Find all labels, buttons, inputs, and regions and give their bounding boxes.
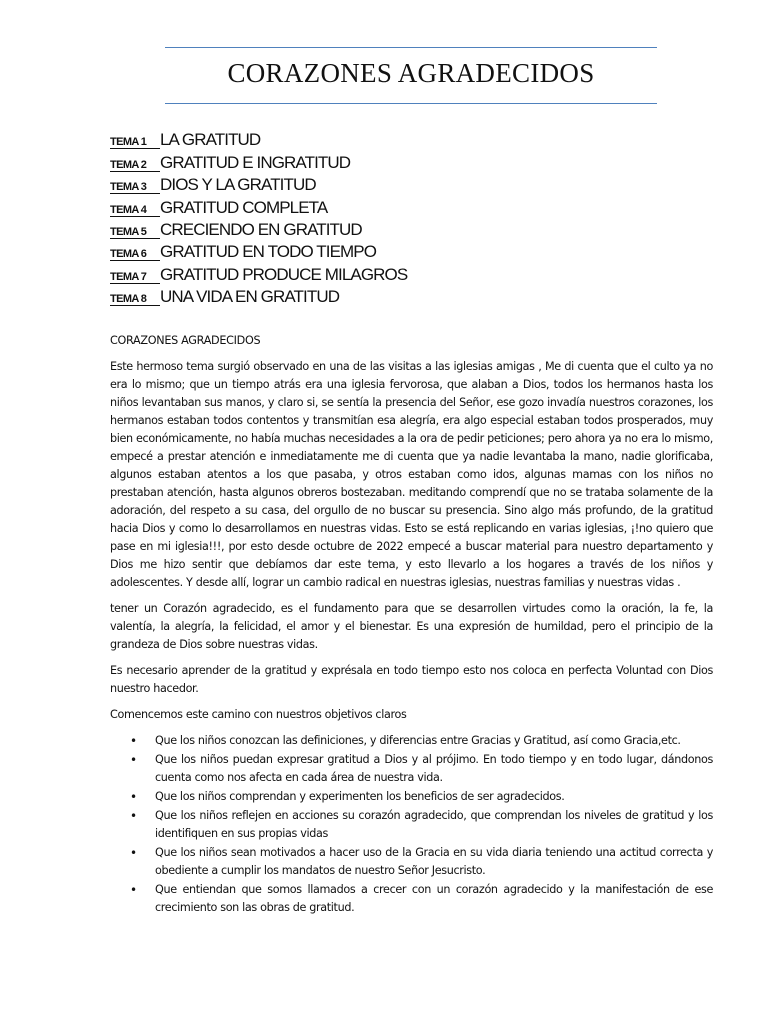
toc-item-label: TEMA 6 <box>110 248 160 261</box>
toc-item-label: TEMA 2 <box>110 159 160 172</box>
title-rule-bottom <box>165 103 657 104</box>
toc-item-topic: DIOS Y LA GRATITUD <box>160 175 316 195</box>
list-item <box>110 751 713 787</box>
objective-text: Que los niños reflejen en acciones su corazón agradecido, que comprendan los niveles de gratitud y los identifiquen en sus propias vidas <box>155 809 713 840</box>
toc-item-topic: GRATITUD E INGRATITUD <box>160 152 351 172</box>
objectives-list <box>110 732 713 917</box>
bullet-icon: • <box>130 734 137 748</box>
objective-text: Que los niños puedan expresar gratitud a Dios y al prójimo. En todo tiempo y en todo lugar, dándonos cuenta como nos afecta en cada área de nuestra vida. <box>155 753 713 784</box>
toc-item <box>110 128 670 150</box>
toc-item-topic: GRATITUD EN TODO TIEMPO <box>160 242 377 262</box>
toc-item-label: TEMA 8 <box>110 293 160 306</box>
objective-text: Que los niños conozcan las definiciones, y diferencias entre Gracias y Gratitud, así como Gracia,etc. <box>155 734 681 747</box>
objectives-intro: Comencemos este camino con nuestros objetivos claros <box>110 708 407 721</box>
bullet-icon: • <box>130 790 137 804</box>
document-title: CORAZONES AGRADECIDOS <box>227 58 595 88</box>
toc-item-topic: GRATITUD PRODUCE MILAGROS <box>160 264 408 284</box>
toc-item <box>110 150 670 172</box>
bullet-icon: • <box>130 883 137 897</box>
toc-item-label: TEMA 3 <box>110 181 160 194</box>
toc-item <box>110 195 670 217</box>
document-body <box>110 332 713 918</box>
toc-item-topic: UNA VIDA EN GRATITUD <box>160 287 340 307</box>
list-item <box>110 881 713 917</box>
toc-item-label: TEMA 1 <box>110 136 160 149</box>
list-item <box>110 788 713 806</box>
foundation-paragraph: tener un Corazón agradecido, es el fundamento para que se desarrollen virtudes como la oración, la fe, la valentía, la alegría, la felicidad, el amor y el bienestar. Es una expresión de humildad, pero el principio de la grandeza de Dios sobre nuestras vidas. <box>110 602 713 651</box>
toc-item-label: TEMA 7 <box>110 271 160 284</box>
learning-paragraph: Es necesario aprender de la gratitud y exprésala en todo tiempo esto nos coloca en perfecta Voluntad con Dios nuestro hacedor. <box>110 664 713 695</box>
toc-item <box>110 240 670 262</box>
objective-text: Que entiendan que somos llamados a crecer con un corazón agradecido y la manifestación de ese crecimiento son las obras de gratitud. <box>155 883 713 914</box>
toc-item-topic: GRATITUD COMPLETA <box>160 197 328 217</box>
intro-paragraph: Este hermoso tema surgió observado en una de las visitas a las iglesias amigas , Me di cuenta que el culto ya no era lo mismo; que un tiempo atrás era una iglesia fervorosa, que alaban a Dios, todos los hermanos hasta los niños levantaban sus manos, y claro si, se sentía la presencia del Señor, ese gozo invadía nuestros corazones, los hermanos estaban todos contentos y transmitían esa alegría, era algo especial estaban todos prosperados, muy bien económicamente, no había muchas necesidades a la ora de pedir peticiones; pero ahora ya no era lo mismo, empecé a prestar atención e inmediatamente me di cuenta que ya nadie levantaba la mano, nadie glorificaba, algunos estaban atentos a los que pasaba, y otros estaban como idos, algunas mamas con los niños no prestaban atención, hasta algunos obreros bostezaban. meditando comprendí que no se trataba solamente de la adoración, del respeto a su casa, del orgullo de no buscar su presencia. Sino algo más profundo, de la gratitud hacia Dios y como lo desarrollamos en nuestras vidas. Esto se está replicando en varias iglesias, ¡!no quiero que pase en mi iglesia!!!, por esto desde octubre de 2022 empecé a buscar material para nuestro departamento y Dios me hizo sentir que debíamos dar este tema, y esto llevarlo a los hogares a través de los niños y adolescentes. Y desde allí, lograr un cambio radical en nuestras iglesias, nuestras familias y nuestras vidas . <box>110 360 713 589</box>
objective-text: Que los niños comprendan y experimenten los beneficios de ser agradecidos. <box>155 790 565 803</box>
table-of-contents <box>110 128 670 307</box>
title-rule-top <box>165 47 657 48</box>
toc-item <box>110 218 670 240</box>
bullet-icon: • <box>130 846 137 860</box>
bullet-icon: • <box>130 809 137 823</box>
list-item <box>110 807 713 843</box>
toc-item-label: TEMA 5 <box>110 226 160 239</box>
list-item <box>110 844 713 880</box>
objective-text: Que los niños sean motivados a hacer uso de la Gracia en su vida diaria teniendo una actitud correcta y obediente a cumplir los mandatos de nuestro Señor Jesucristo. <box>155 846 713 877</box>
section-heading: CORAZONES AGRADECIDOS <box>110 334 261 347</box>
toc-item <box>110 262 670 284</box>
bullet-icon: • <box>130 753 137 767</box>
toc-item <box>110 173 670 195</box>
toc-item <box>110 285 670 307</box>
list-item <box>110 732 713 750</box>
toc-item-topic: LA GRATITUD <box>160 130 261 150</box>
toc-item-label: TEMA 4 <box>110 204 160 217</box>
toc-item-topic: CRECIENDO EN GRATITUD <box>160 219 362 239</box>
